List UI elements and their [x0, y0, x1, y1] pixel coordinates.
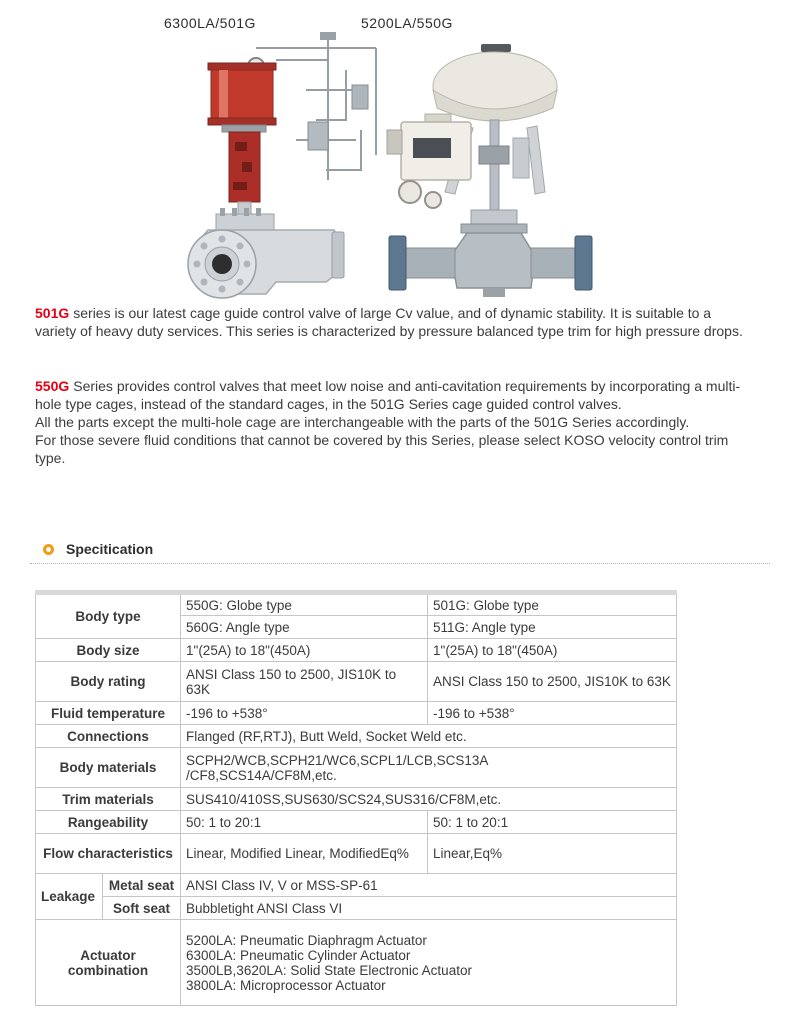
body-size-value-1: 1"(25A) to 18"(450A) [181, 639, 428, 662]
body-rating-value-2: ANSI Class 150 to 2500, JIS10K to 63K [428, 662, 677, 702]
series-name-550g: 550G [35, 378, 70, 394]
product-label-5200la-550g: 5200LA/550G [361, 15, 453, 31]
rangeability-value-1: 50: 1 to 20:1 [181, 811, 428, 834]
specification-table [35, 590, 677, 1006]
actuator-combination-value: 5200LA: Pneumatic Diaphragm Actuator 6300LA: Pneumatic Cylinder Actuator 3500LB,3620LA: Solid State Electronic Actuator 3800LA: Microprocessor Actuator [181, 920, 677, 1006]
table-row [36, 725, 677, 748]
row-label-metal-seat: Metal seat [103, 874, 181, 897]
intro-paragraph-550g [35, 377, 745, 467]
table-row [36, 920, 677, 1006]
ring-bullet-icon [43, 544, 54, 555]
row-label-fluid-temperature: Fluid temperature [36, 702, 181, 725]
row-label-rangeability: Rangeability [36, 811, 181, 834]
specification-section-header [43, 541, 153, 557]
series-name-501g: 501G [35, 305, 70, 321]
body-rating-value-1: ANSI Class 150 to 2500, JIS10K to 63K [181, 662, 428, 702]
table-row [36, 811, 677, 834]
table-row [36, 788, 677, 811]
valve-photo-cylinder-actuator [156, 30, 406, 300]
body-materials-value: SCPH2/WCB,SCPH21/WC6,SCPL1/LCB,SCS13A /CF8,SCS14A/CF8M,etc. [181, 748, 677, 788]
trim-materials-value: SUS410/410SS,SUS630/SCS24,SUS316/CF8M,etc. [181, 788, 677, 811]
product-label-6300la-501g: 6300LA/501G [164, 15, 256, 31]
intro-paragraph-501g [35, 304, 745, 340]
body-size-value-2: 1"(25A) to 18"(450A) [428, 639, 677, 662]
fluid-temperature-value-2: -196 to +538° [428, 702, 677, 725]
table-row [36, 874, 677, 897]
flow-characteristics-value-1: Linear, Modified Linear, ModifiedEq% [181, 834, 428, 874]
row-label-actuator-combination: Actuator combination [36, 920, 181, 1006]
row-label-body-size: Body size [36, 639, 181, 662]
row-label-connections: Connections [36, 725, 181, 748]
row-label-trim-materials: Trim materials [36, 788, 181, 811]
body-type-550g-value: 550G: Globe type [181, 593, 428, 616]
table-row [36, 702, 677, 725]
intro-text-550g: Series provides control valves that meet low noise and anti-cavitation requirements by incorporating a multi-hole type cages, instead of the standard cages, in the 501G Series cage guided control valves. [35, 378, 741, 412]
body-type-511g-value: 511G: Angle type [428, 616, 677, 639]
dotted-divider [30, 563, 770, 564]
soft-seat-value: Bubbletight ANSI Class VI [181, 897, 677, 920]
body-type-501g-value: 501G: Globe type [428, 593, 677, 616]
row-label-body-type: Body type [36, 593, 181, 639]
intro-text-501g: series is our latest cage guide control valve of large Cv value, and of dynamic stability. It is suitable to a variety of heavy duty services. This series is characterized by pressure balanced type trim for high pressure drops. [35, 305, 743, 339]
flow-characteristics-value-2: Linear,Eq% [428, 834, 677, 874]
valve-photo-diaphragm-actuator [383, 42, 603, 300]
row-label-body-materials: Body materials [36, 748, 181, 788]
table-row [36, 593, 677, 616]
row-label-flow-characteristics: Flow characteristics [36, 834, 181, 874]
table-row [36, 639, 677, 662]
row-label-soft-seat: Soft seat [103, 897, 181, 920]
body-type-560g-value: 560G: Angle type [181, 616, 428, 639]
table-row [36, 748, 677, 788]
table-row [36, 834, 677, 874]
row-label-body-rating: Body rating [36, 662, 181, 702]
connections-value: Flanged (RF,RTJ), Butt Weld, Socket Weld etc. [181, 725, 677, 748]
intro-text-550g-line3: For those severe fluid conditions that cannot be covered by this Series, please select KOSO velocity control trim type. [35, 432, 729, 466]
fluid-temperature-value-1: -196 to +538° [181, 702, 428, 725]
section-title: Specitication [66, 541, 154, 557]
metal-seat-value: ANSI Class IV, V or MSS-SP-61 [181, 874, 677, 897]
table-row [36, 897, 677, 920]
table-row [36, 662, 677, 702]
row-label-leakage: Leakage [36, 874, 103, 920]
intro-text-550g-line2: All the parts except the multi-hole cage are interchangeable with the parts of the 501G Series accordingly. [35, 414, 690, 430]
rangeability-value-2: 50: 1 to 20:1 [428, 811, 677, 834]
